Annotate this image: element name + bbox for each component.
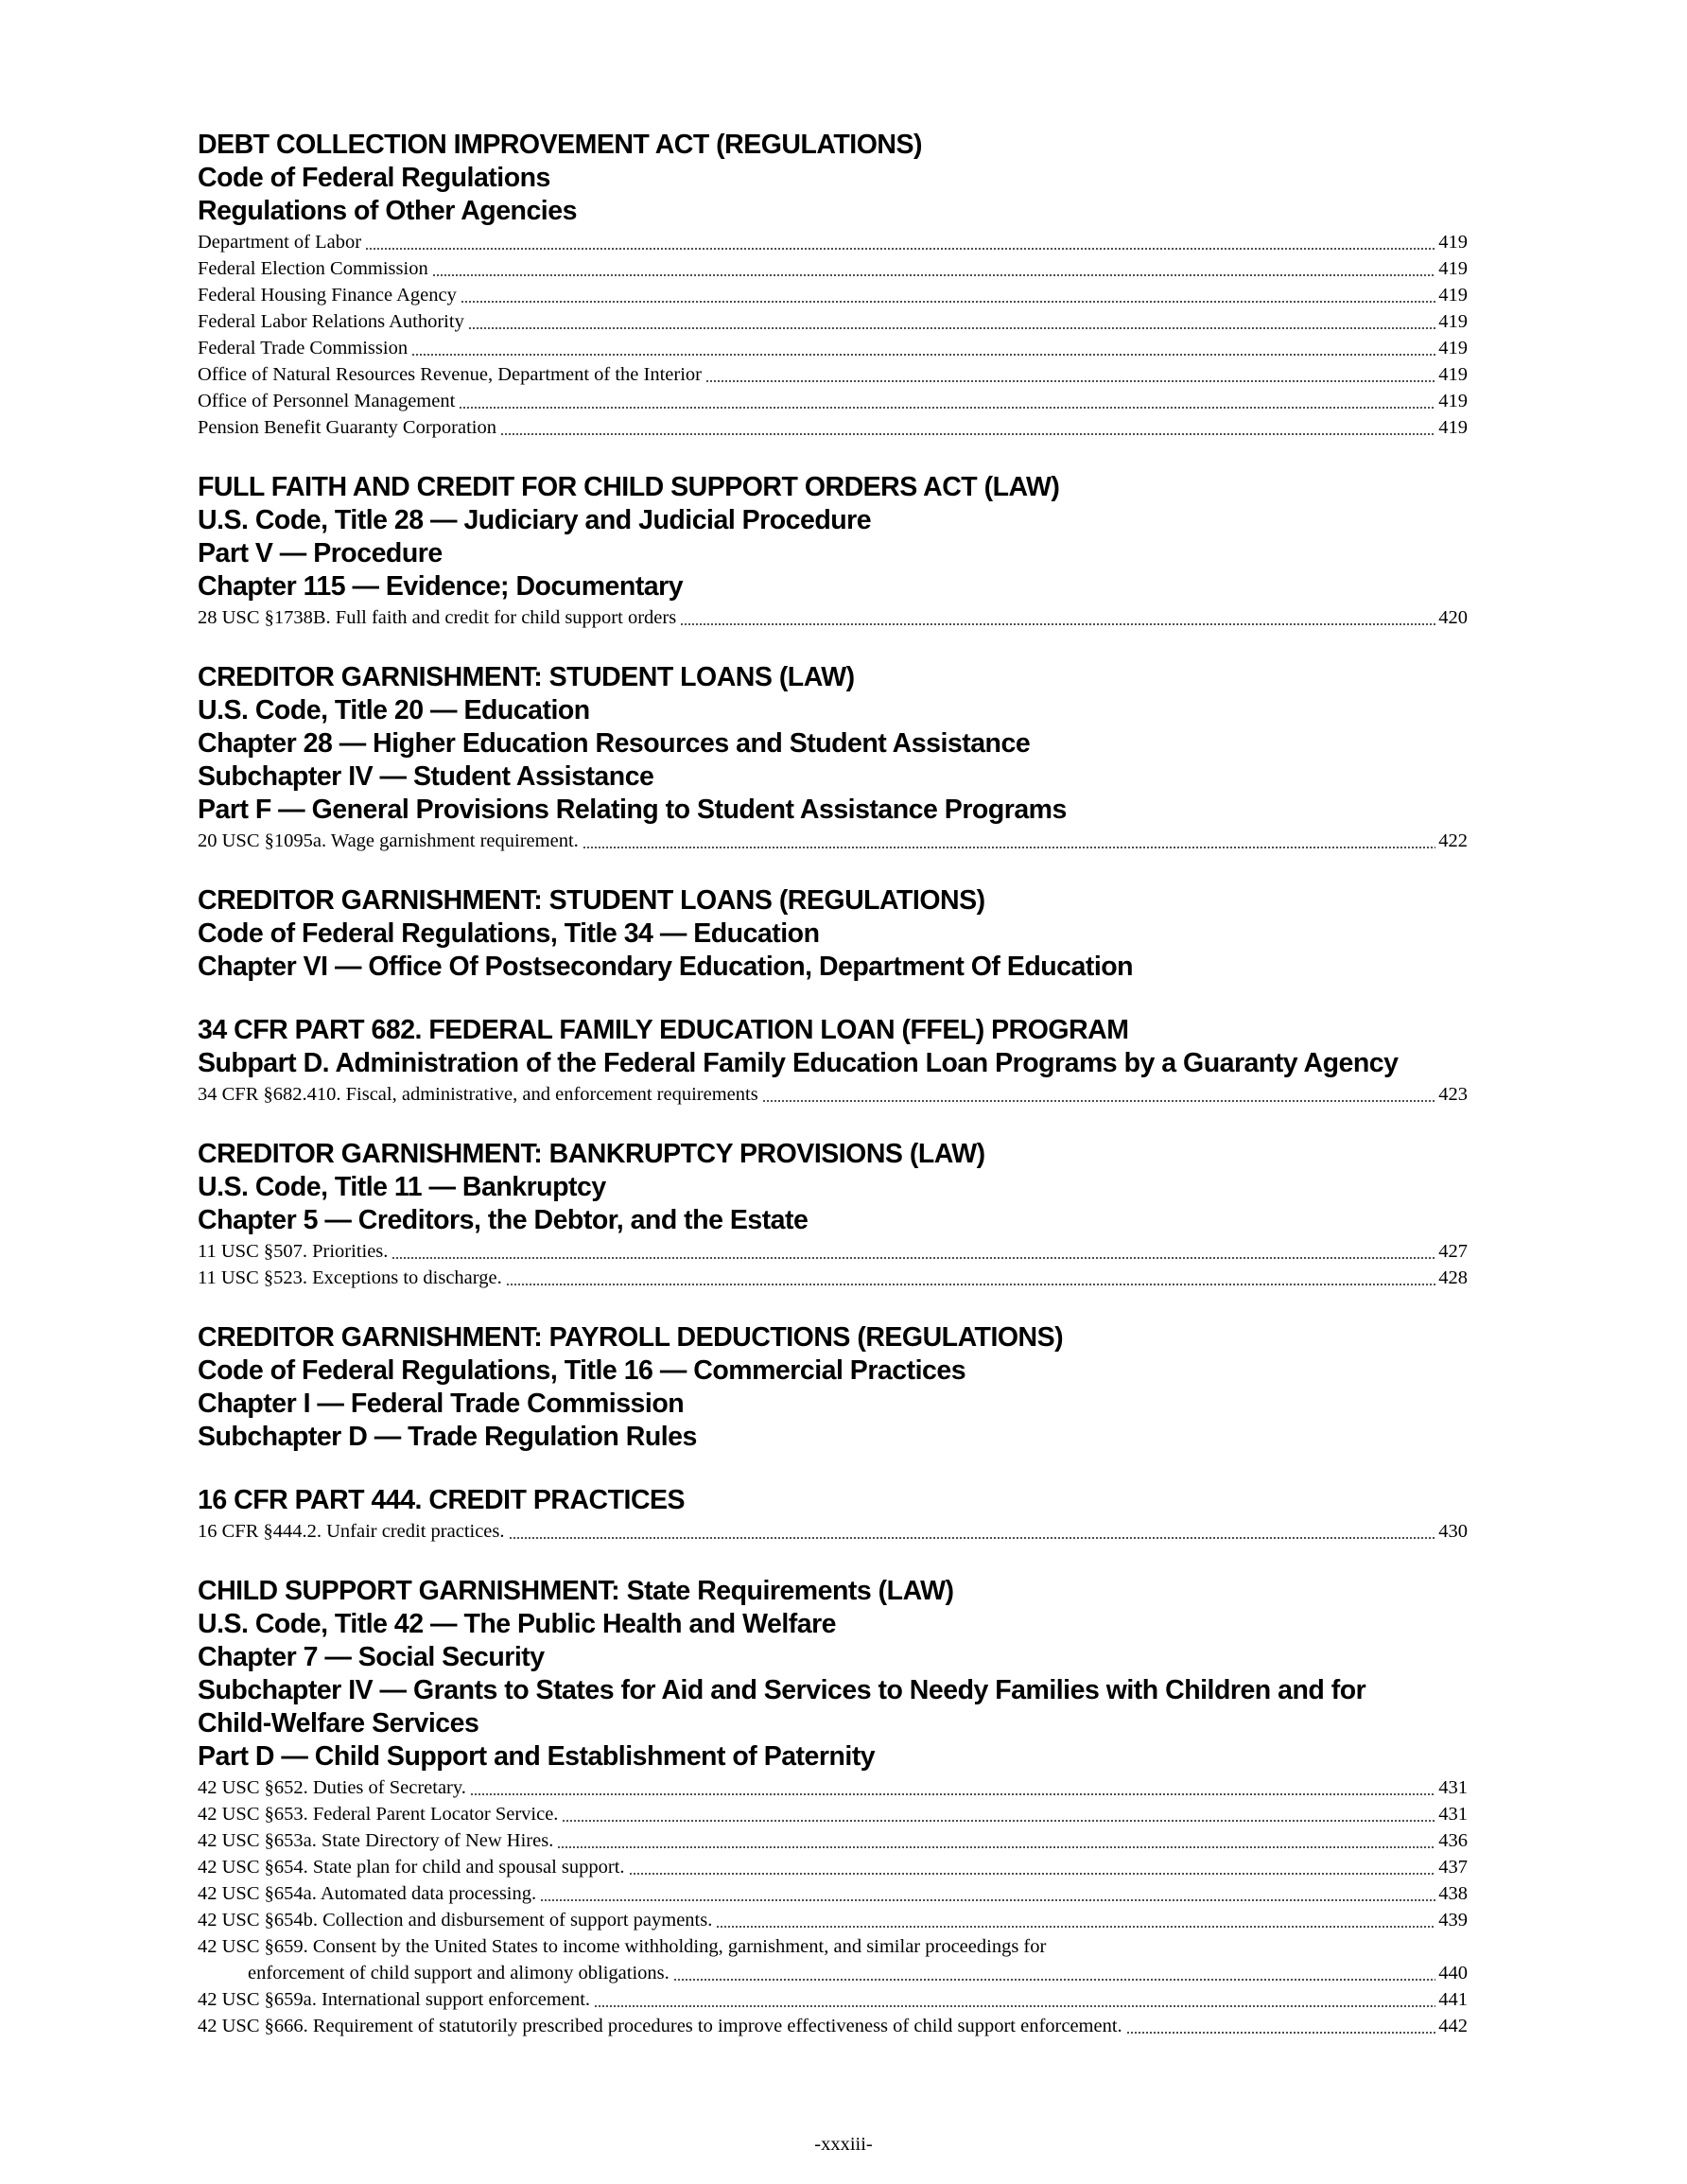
toc-page-number: 431 — [1438, 1777, 1468, 1798]
section-subheading: Chapter I — Federal Trade Commission — [198, 1389, 685, 1419]
dot-leader — [762, 1100, 1436, 1102]
toc-entry-text: 42 USC §652. Duties of Secretary. — [198, 1777, 466, 1798]
dot-leader — [411, 354, 1435, 356]
toc-page-number: 442 — [1438, 2016, 1468, 2036]
section-subheading: Chapter 115 — Evidence; Documentary — [198, 571, 684, 602]
toc-entry — [198, 1081, 1468, 1108]
toc-section — [198, 1138, 1468, 1291]
dot-leader — [680, 623, 1435, 625]
section-subheading: Part D — Child Support and Establishment of Paternity — [198, 1741, 876, 1772]
section-title: CREDITOR GARNISHMENT: STUDENT LOANS (REGULATIONS) — [198, 885, 985, 916]
toc-section — [198, 1321, 1468, 1454]
dot-leader — [509, 1537, 1436, 1539]
toc-entry-text: 42 USC §654a. Automated data processing. — [198, 1883, 537, 1904]
toc-page-number: 430 — [1438, 1521, 1468, 1542]
dot-leader — [506, 1284, 1436, 1285]
toc-entry — [198, 388, 1468, 414]
toc-entry — [198, 1774, 1468, 1801]
section-title: 16 CFR PART 444. CREDIT PRACTICES — [198, 1485, 686, 1515]
toc-entry-text: Department of Labor — [198, 232, 362, 253]
toc-section — [198, 1014, 1468, 1108]
toc-entry — [198, 308, 1468, 335]
section-subheading: Chapter VI — Office Of Postsecondary Education, Department Of Education — [198, 952, 1134, 982]
toc-entry — [198, 828, 1468, 854]
toc-entry-text: 42 USC §653. Federal Parent Locator Service. — [198, 1804, 559, 1825]
toc-entry — [198, 282, 1468, 308]
toc-page-number: 419 — [1438, 258, 1468, 279]
section-subheading: U.S. Code, Title 11 — Bankruptcy — [198, 1172, 606, 1202]
section-subheading: Subchapter D — Trade Regulation Rules — [198, 1422, 697, 1452]
dot-leader — [459, 407, 1435, 409]
section-subheading: Chapter 5 — Creditors, the Debtor, and the Estate — [198, 1205, 809, 1235]
toc-entry — [198, 1518, 1468, 1545]
toc-page-number: 438 — [1438, 1883, 1468, 1904]
toc-page-number: 419 — [1438, 232, 1468, 253]
toc-entry — [198, 1907, 1468, 1933]
toc-entry — [198, 335, 1468, 361]
section-subheading: Part V — Procedure — [198, 538, 443, 568]
toc-page-number: 419 — [1438, 311, 1468, 332]
dot-leader — [583, 847, 1435, 848]
toc-entry-text: Federal Trade Commission — [198, 338, 409, 358]
toc-entry — [198, 604, 1468, 631]
toc-entry — [198, 2013, 1468, 2039]
toc-section — [198, 129, 1468, 441]
dot-leader — [716, 1926, 1435, 1928]
toc-entry — [198, 1238, 1468, 1265]
toc-page-number: 437 — [1438, 1857, 1468, 1878]
toc-entry-list — [198, 604, 1468, 631]
toc-page-number: 427 — [1438, 1241, 1468, 1262]
section-subheading: Chapter 28 — Higher Education Resources and Student Assistance — [198, 728, 1031, 759]
page-number-footer: -xxxiii- — [814, 2134, 873, 2155]
section-subheading: U.S. Code, Title 42 — The Public Health and Welfare — [198, 1609, 837, 1639]
toc-entry — [198, 1801, 1468, 1827]
toc-entry-list — [198, 828, 1468, 854]
toc-entry-text: Office of Personnel Management — [198, 391, 456, 411]
toc-entry-text: 11 USC §523. Exceptions to discharge. — [198, 1267, 502, 1288]
toc-page-number: 419 — [1438, 338, 1468, 358]
toc-entry — [198, 1960, 1468, 1986]
toc-entry-text: Pension Benefit Guaranty Corporation — [198, 417, 496, 438]
toc-section — [198, 661, 1468, 854]
section-title: CREDITOR GARNISHMENT: PAYROLL DEDUCTIONS (REGULATIONS) — [198, 1322, 1064, 1353]
toc-entry-text: 11 USC §507. Priorities. — [198, 1241, 389, 1262]
toc-page-number: 428 — [1438, 1267, 1468, 1288]
toc-entry-text: Federal Labor Relations Authority — [198, 311, 464, 332]
section-subheading: Part F — General Provisions Relating to Student Assistance Programs — [198, 795, 1067, 825]
section-title: 34 CFR PART 682. FEDERAL FAMILY EDUCATION LOAN (FFEL) PROGRAM — [198, 1015, 1129, 1045]
toc-entry-text: 42 USC §653a. State Directory of New Hires. — [198, 1830, 554, 1851]
toc-page-number: 423 — [1438, 1084, 1468, 1105]
toc-entry — [198, 361, 1468, 388]
toc-entry-text: 42 USC §659a. International support enforcement. — [198, 1989, 591, 2010]
toc-page-number: 439 — [1438, 1910, 1468, 1931]
toc-page-number: 422 — [1438, 830, 1468, 851]
toc-entry-text: 42 USC §654b. Collection and disbursement of support payments. — [198, 1910, 713, 1931]
toc-section — [198, 1484, 1468, 1545]
section-subheading: Subpart D. Administration of the Federal Family Education Loan Programs by a Guaranty Agency — [198, 1048, 1399, 1078]
toc-entry-text: 28 USC §1738B. Full faith and credit for child support orders — [198, 607, 677, 628]
toc-entry-text: 42 USC §654. State plan for child and spousal support. — [198, 1857, 625, 1878]
toc-entry — [198, 229, 1468, 255]
toc-entry-list — [198, 1774, 1468, 2039]
dot-leader — [391, 1257, 1435, 1259]
section-subheading: Regulations of Other Agencies — [198, 196, 577, 226]
section-title: DEBT COLLECTION IMPROVEMENT ACT (REGULATIONS) — [198, 130, 922, 160]
dot-leader — [1126, 2032, 1436, 2034]
toc-entry-text: 42 USC §666. Requirement of statutorily prescribed procedures to improve effectiveness of child support enforcement. — [198, 2016, 1122, 2036]
toc-entry — [198, 255, 1468, 282]
toc-entry-list — [198, 1238, 1468, 1291]
toc-entry-text: 20 USC §1095a. Wage garnishment requirement. — [198, 830, 579, 851]
toc-entry-text: Office of Natural Resources Revenue, Department of the Interior — [198, 364, 702, 385]
dot-leader — [468, 327, 1435, 329]
toc-page-number: 419 — [1438, 391, 1468, 411]
toc-entry — [198, 1986, 1468, 2013]
toc-entry-list — [198, 1081, 1468, 1108]
section-subheading: Code of Federal Regulations, Title 34 — Education — [198, 918, 820, 949]
toc-page-number: 419 — [1438, 285, 1468, 306]
dot-leader — [432, 274, 1436, 276]
section-subheading: Child-Welfare Services — [198, 1708, 479, 1738]
toc-entry-text: Federal Housing Finance Agency — [198, 285, 457, 306]
toc-page-number: 419 — [1438, 417, 1468, 438]
toc-page-number: 419 — [1438, 364, 1468, 385]
dot-leader — [557, 1846, 1435, 1848]
toc-page-number: 441 — [1438, 1989, 1468, 2010]
toc-page-number: 420 — [1438, 607, 1468, 628]
section-subheading: Subchapter IV — Grants to States for Aid and Services to Needy Families with Children and for — [198, 1675, 1366, 1705]
dot-leader — [461, 301, 1435, 303]
section-title: FULL FAITH AND CREDIT FOR CHILD SUPPORT ORDERS ACT (LAW) — [198, 472, 1060, 502]
toc-page-number: 440 — [1438, 1963, 1468, 1983]
toc-entry — [198, 414, 1468, 441]
toc-entry-text: 42 USC §659. Consent by the United States to income withholding, garnishment, and similar proceedings for — [198, 1936, 1047, 1957]
toc-entry — [198, 1880, 1468, 1907]
toc-section — [198, 884, 1468, 984]
toc-entry-list — [198, 229, 1468, 441]
toc-entry — [198, 1265, 1468, 1291]
section-subheading: Subchapter IV — Student Assistance — [198, 761, 654, 792]
toc-section — [198, 471, 1468, 631]
section-title: CREDITOR GARNISHMENT: BANKRUPTCY PROVISIONS (LAW) — [198, 1139, 985, 1169]
toc-section — [198, 1575, 1468, 2039]
section-title: CHILD SUPPORT GARNISHMENT: State Requirements (LAW) — [198, 1576, 954, 1606]
toc-entry — [198, 1854, 1468, 1880]
dot-leader — [500, 433, 1435, 435]
section-subheading: Chapter 7 — Social Security — [198, 1642, 545, 1672]
section-subheading: U.S. Code, Title 20 — Education — [198, 695, 590, 725]
toc-entry-text: 34 CFR §682.410. Fiscal, administrative, and enforcement requirements — [198, 1084, 758, 1105]
toc-page-number: 436 — [1438, 1830, 1468, 1851]
dot-leader — [705, 380, 1435, 382]
dot-leader — [594, 2005, 1435, 2007]
toc-page-number: 431 — [1438, 1804, 1468, 1825]
section-subheading: U.S. Code, Title 28 — Judiciary and Judicial Procedure — [198, 505, 872, 535]
dot-leader — [562, 1820, 1435, 1822]
dot-leader — [540, 1899, 1435, 1901]
toc-entry — [198, 1827, 1468, 1854]
toc-entry-list — [198, 1518, 1468, 1545]
section-subheading: Code of Federal Regulations — [198, 163, 550, 193]
toc-entry-text: Federal Election Commission — [198, 258, 428, 279]
dot-leader — [629, 1873, 1436, 1875]
dot-leader — [470, 1793, 1435, 1795]
table-of-contents — [198, 129, 1468, 2070]
toc-entry-text: 16 CFR §444.2. Unfair credit practices. — [198, 1521, 505, 1542]
dot-leader — [673, 1979, 1435, 1981]
section-subheading: Code of Federal Regulations, Title 16 — Commercial Practices — [198, 1355, 966, 1386]
toc-entry-text: enforcement of child support and alimony obligations. — [248, 1963, 670, 1983]
dot-leader — [365, 248, 1435, 250]
section-title: CREDITOR GARNISHMENT: STUDENT LOANS (LAW) — [198, 662, 855, 692]
